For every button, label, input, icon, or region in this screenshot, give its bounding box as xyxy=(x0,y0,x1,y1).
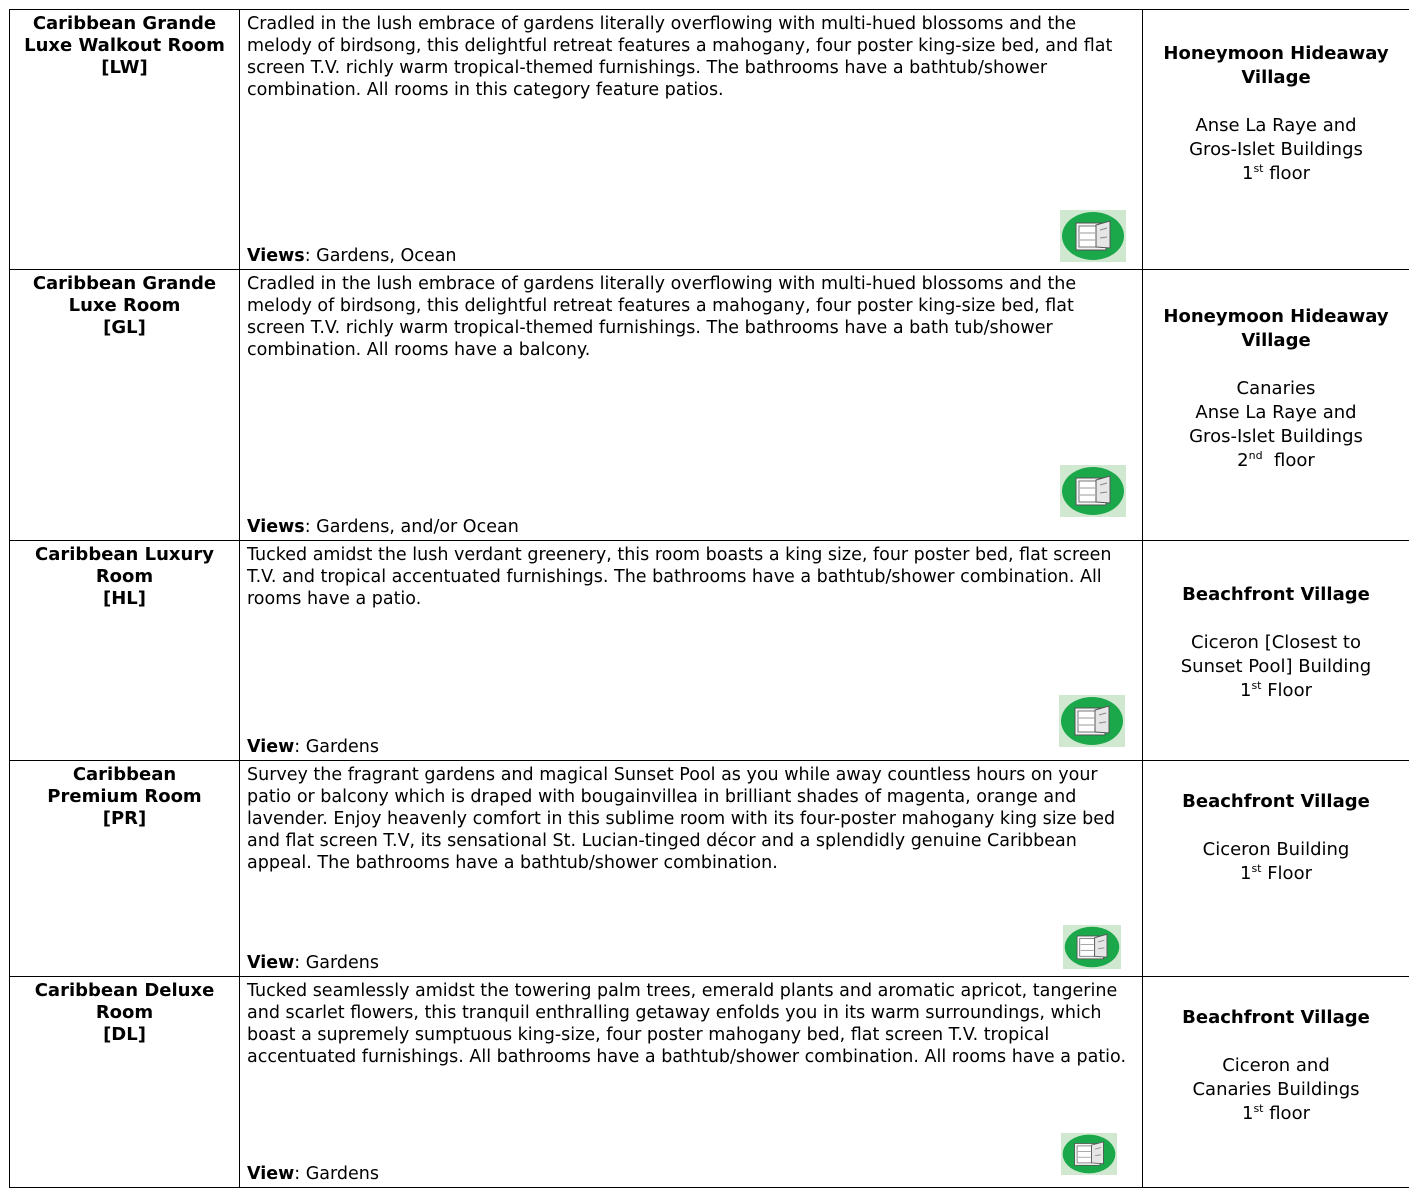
views-label: Views xyxy=(247,246,305,266)
floor-label: 1st floor xyxy=(1242,163,1310,184)
room-views xyxy=(247,736,379,758)
room-name: Caribbean Premium Room [PR] xyxy=(10,761,239,830)
village-name: Honeymoon Hideaway Village xyxy=(1163,43,1388,88)
room-location xyxy=(1143,977,1409,1126)
room-name: Caribbean Grande Luxe Room [GL] xyxy=(10,270,239,339)
room-description-cell xyxy=(240,977,1143,1188)
room-views xyxy=(247,1163,379,1185)
room-location xyxy=(1143,761,1409,886)
room-description-cell xyxy=(240,761,1143,977)
views-value: : Gardens, Ocean xyxy=(305,246,457,266)
mini-fridge-icon xyxy=(1060,465,1126,517)
room-name: Caribbean Luxury Room [HL] xyxy=(10,541,239,610)
mini-fridge-icon xyxy=(1059,695,1125,747)
room-views xyxy=(247,952,379,974)
floor-label: 1st Floor xyxy=(1240,863,1312,884)
room-location-cell xyxy=(1143,541,1409,761)
building-names: Ciceron Building xyxy=(1143,838,1409,862)
room-description: Tucked seamlessly amidst the towering palm trees, emerald plants and aromatic apricot, tangerine and scarlet flowers, this tranquil enthralling getaway enfolds you in its warm surroundings, which boast a supremely sumptuous king-size, four poster mahogany bed, flat screen T.V. tropical accentuated furnishings. All bathrooms have a bathtub/shower combination. All rooms have a patio. xyxy=(240,977,1142,1068)
views-label: View xyxy=(247,953,294,973)
room-row xyxy=(10,10,1409,270)
village-name: Beachfront Village xyxy=(1182,1007,1370,1028)
floor-label: 1st Floor xyxy=(1240,680,1312,701)
views-value: : Gardens xyxy=(294,1164,379,1184)
room-name-cell xyxy=(10,761,240,977)
floor-label: 2nd floor xyxy=(1237,450,1315,471)
room-description-cell xyxy=(240,10,1143,270)
room-name: Caribbean Grande Luxe Walkout Room [LW] xyxy=(10,10,239,79)
room-name: Caribbean Deluxe Room [DL] xyxy=(10,977,239,1046)
room-location-cell xyxy=(1143,761,1409,977)
views-value: : Gardens, and/or Ocean xyxy=(305,517,519,537)
room-description-cell xyxy=(240,270,1143,541)
room-location xyxy=(1143,10,1409,186)
village-name: Honeymoon Hideaway Village xyxy=(1163,306,1388,351)
room-location-cell xyxy=(1143,977,1409,1188)
views-label: View xyxy=(247,1164,294,1184)
room-row xyxy=(10,761,1409,977)
room-description-cell xyxy=(240,541,1143,761)
mini-fridge-icon xyxy=(1060,210,1126,262)
room-name-cell xyxy=(10,270,240,541)
room-location-cell xyxy=(1143,270,1409,541)
views-label: Views xyxy=(247,517,305,537)
room-location xyxy=(1143,270,1409,473)
room-row xyxy=(10,270,1409,541)
mini-fridge-icon xyxy=(1061,1133,1117,1175)
mini-fridge-icon xyxy=(1063,925,1121,969)
building-names: Canaries Anse La Raye and Gros-Islet Buildings xyxy=(1143,377,1409,449)
room-name-cell xyxy=(10,10,240,270)
village-name: Beachfront Village xyxy=(1182,791,1370,812)
room-views xyxy=(247,245,457,267)
building-names: Ciceron and Canaries Buildings xyxy=(1143,1054,1409,1102)
room-name-cell xyxy=(10,541,240,761)
room-location-cell xyxy=(1143,10,1409,270)
room-row xyxy=(10,541,1409,761)
room-description: Cradled in the lush embrace of gardens literally overflowing with multi-hued blossoms and the melody of birdsong, this delightful retreat features a mahogany, four poster king-size bed, and flat screen T.V. richly warm tropical-themed furnishings. The bathrooms have a bathtub/shower combination. All rooms in this category feature patios. xyxy=(240,10,1142,101)
room-location xyxy=(1143,541,1409,703)
building-names: Anse La Raye and Gros-Islet Buildings xyxy=(1143,114,1409,162)
village-name: Beachfront Village xyxy=(1182,584,1370,605)
room-categories-table xyxy=(9,9,1409,1188)
room-description: Survey the fragrant gardens and magical Sunset Pool as you while away countless hours on your patio or balcony which is draped with bougainvillea in brilliant shades of magenta, orange and lavender. Enjoy heavenly comfort in this sublime room with its four-poster mahogany king size bed and flat screen T.V, its sensational St. Lucian-tinged décor and a splendidly genuine Caribbean appeal. The bathrooms have a bathtub/shower combination. xyxy=(240,761,1142,874)
views-value: : Gardens xyxy=(294,737,379,757)
views-label: View xyxy=(247,737,294,757)
room-row xyxy=(10,977,1409,1188)
room-views xyxy=(247,516,519,538)
room-description: Cradled in the lush embrace of gardens literally overflowing with multi-hued blossoms and the melody of birdsong, this delightful retreat features a mahogany, four poster king-size bed, flat screen T.V. richly warm tropical-themed furnishings. The bathrooms have a bath tub/shower combination. All rooms have a balcony. xyxy=(240,270,1142,361)
floor-label: 1st floor xyxy=(1242,1103,1310,1124)
views-value: : Gardens xyxy=(294,953,379,973)
building-names: Ciceron [Closest to Sunset Pool] Building xyxy=(1143,631,1409,679)
room-name-cell xyxy=(10,977,240,1188)
room-description: Tucked amidst the lush verdant greenery, this room boasts a king size, four poster bed, flat screen T.V. and tropical accentuated furnishings. The bathrooms have a bathtub/shower combination. All rooms have a patio. xyxy=(240,541,1142,610)
